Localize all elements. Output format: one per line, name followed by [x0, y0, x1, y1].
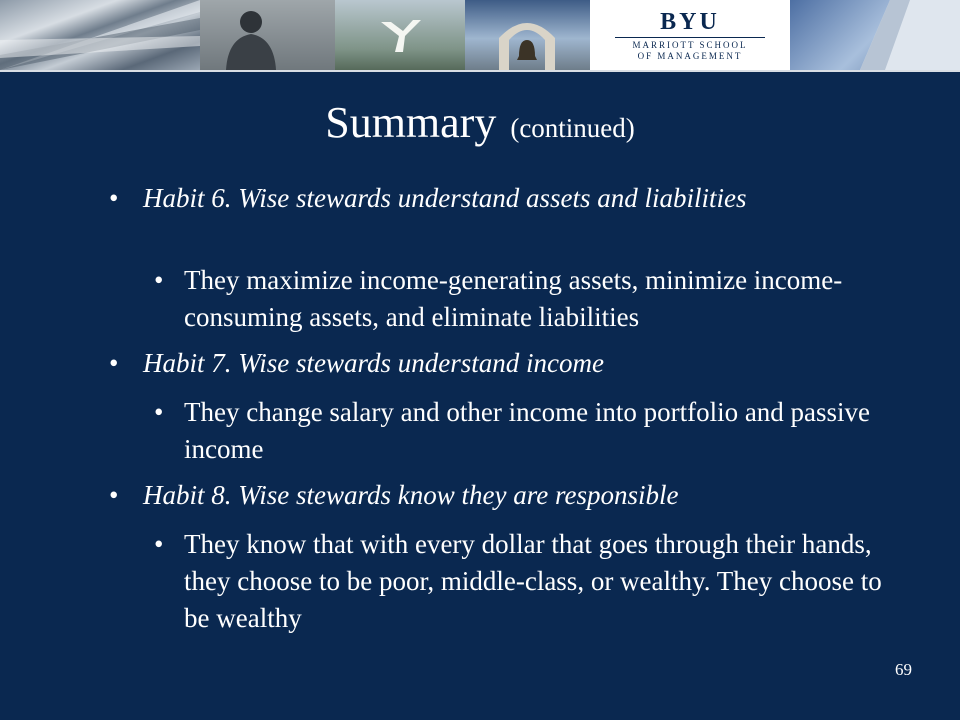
bullet-icon: •	[154, 529, 164, 559]
byu-logo	[590, 0, 790, 70]
architecture-graphic	[0, 0, 200, 70]
bullet-icon: •	[154, 397, 164, 427]
bell-icon	[495, 12, 559, 70]
tower-photo	[790, 0, 960, 70]
bullet-text: They change salary and other income into portfolio and passive income	[184, 397, 871, 464]
logo-byu-text: BYU	[660, 9, 720, 35]
bullet-text: Habit 7. Wise stewards understand income	[143, 348, 604, 378]
campus-y-photo	[335, 0, 465, 70]
tower-icon	[850, 0, 960, 70]
bullet-text: They maximize income-generating assets, minimize income-consuming assets, and eliminate liabilities	[184, 265, 843, 332]
header-banner	[0, 0, 960, 72]
logo-management-text: OF MANAGEMENT	[637, 51, 743, 61]
title-sub: (continued)	[510, 113, 635, 143]
logo-divider	[615, 37, 765, 38]
bullet-level1	[109, 477, 843, 514]
logo-school-text: MARRIOTT SCHOOL	[632, 40, 748, 50]
bullet-level1	[109, 180, 843, 217]
bullet-level2	[154, 394, 894, 468]
statue-icon	[220, 8, 282, 70]
slide-title	[0, 95, 960, 156]
building-photo	[0, 0, 200, 70]
bullet-text: Habit 8. Wise stewards know they are responsible	[143, 480, 679, 510]
bullet-text: They know that with every dollar that goes through their hands, they choose to be poor, middle-class, or wealthy. They choose to be wealthy	[184, 529, 882, 633]
bullet-level2	[154, 262, 894, 336]
bullet-level1	[109, 345, 843, 382]
bullet-icon: •	[109, 183, 119, 213]
bullet-icon: •	[109, 480, 119, 510]
bullet-icon: •	[154, 265, 164, 295]
title-main: Summary	[325, 98, 497, 147]
statue-photo	[200, 0, 335, 70]
bullet-level2	[154, 526, 894, 637]
bullet-icon: •	[109, 348, 119, 378]
bell-photo	[465, 0, 590, 70]
page-number: 69	[895, 660, 912, 679]
bullet-text: Habit 6. Wise stewards understand assets and liabilities	[143, 183, 747, 213]
mountain-y-icon	[377, 14, 425, 54]
